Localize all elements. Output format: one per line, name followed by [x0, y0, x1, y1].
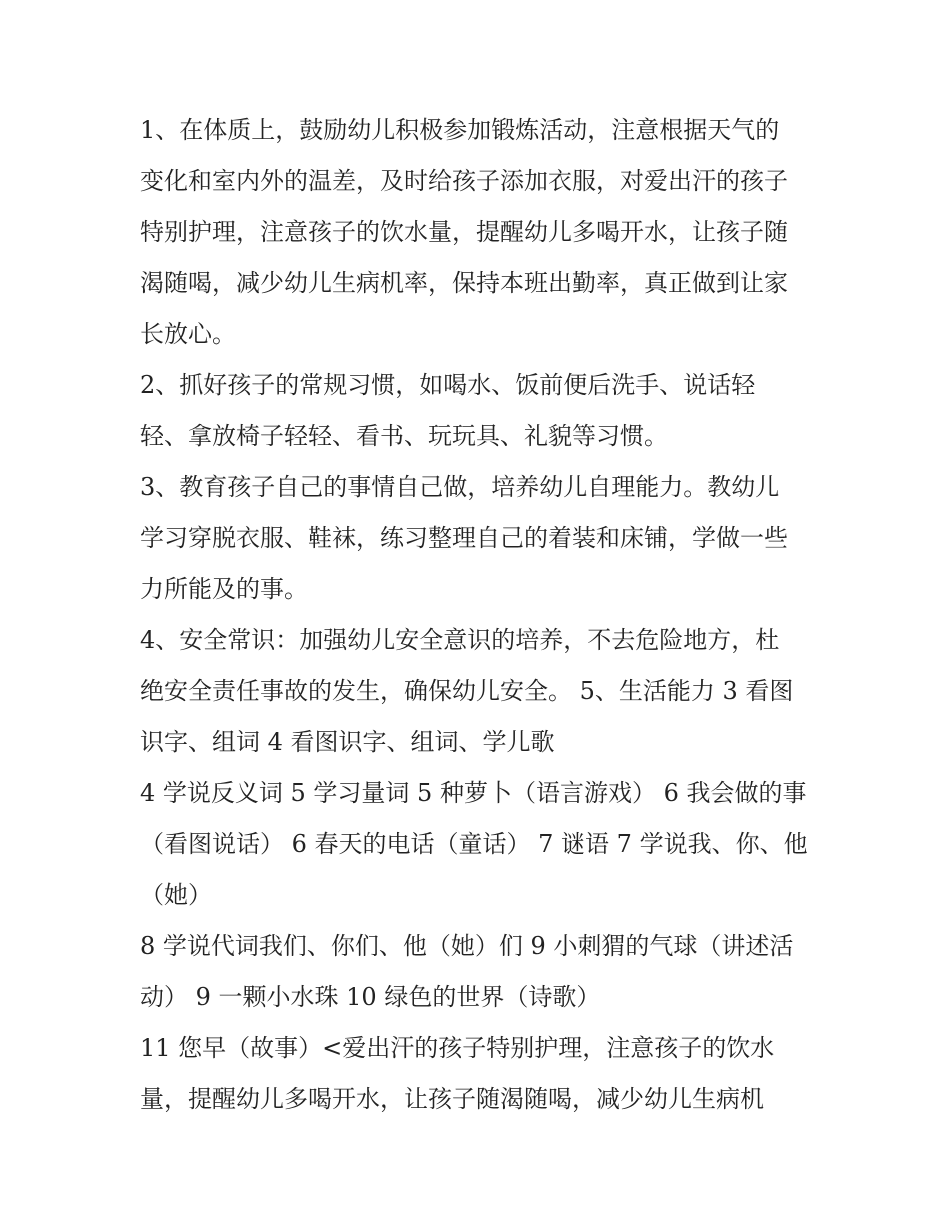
- text-line: 3、教育孩子自己的事情自己做，培养幼儿自理能力。教幼儿: [140, 473, 780, 501]
- document-body: [140, 105, 820, 1125]
- text-line: 力所能及的事。: [140, 575, 308, 603]
- text-line: 特别护理，注意孩子的饮水量，提醒幼儿多喝开水，让孩子随: [140, 218, 788, 246]
- text-line: 渴随喝，减少幼儿生病机率，保持本班出勤率，真正做到让家: [140, 269, 788, 297]
- text-line: 2、抓好孩子的常规习惯，如喝水、饭前便后洗手、说话轻: [140, 371, 756, 399]
- text-line: （她）: [140, 881, 212, 909]
- text-line: 1、在体质上，鼓励幼儿积极参加锻炼活动，注意根据天气的: [140, 116, 780, 144]
- text-line: 绝安全责任事故的发生，确保幼儿安全。 5、生活能力 3 看图: [140, 677, 794, 705]
- text-line: 4 学说反义词 5 学习量词 5 种萝卜（语言游戏） 6 我会做的事: [140, 779, 807, 807]
- text-line: 8 学说代词我们、你们、他（她）们 9 小刺猬的气球（讲述活: [140, 932, 794, 960]
- text-line: 识字、组词 4 看图识字、组词、学儿歌: [140, 728, 555, 756]
- text-line: （看图说话） 6 春天的电话（童话） 7 谜语 7 学说我、你、他: [140, 830, 808, 858]
- text-line: 学习穿脱衣服、鞋袜，练习整理自己的着装和床铺，学做一些: [140, 524, 788, 552]
- text-line: 4、安全常识：加强幼儿安全意识的培养，不去危险地方，杜: [140, 626, 780, 654]
- text-line: 11 您早（故事）<爱出汗的孩子特别护理，注意孩子的饮水: [140, 1034, 775, 1062]
- text-line: 量，提醒幼儿多喝开水，让孩子随渴随喝，减少幼儿生病机: [140, 1085, 764, 1113]
- text-line: 轻、拿放椅子轻轻、看书、玩玩具、礼貌等习惯。: [140, 422, 668, 450]
- text-line: 动） 9 一颗小水珠 10 绿色的世界（诗歌）: [140, 983, 601, 1011]
- text-line: 变化和室内外的温差，及时给孩子添加衣服，对爱出汗的孩子: [140, 167, 788, 195]
- text-line: 长放心。: [140, 320, 236, 348]
